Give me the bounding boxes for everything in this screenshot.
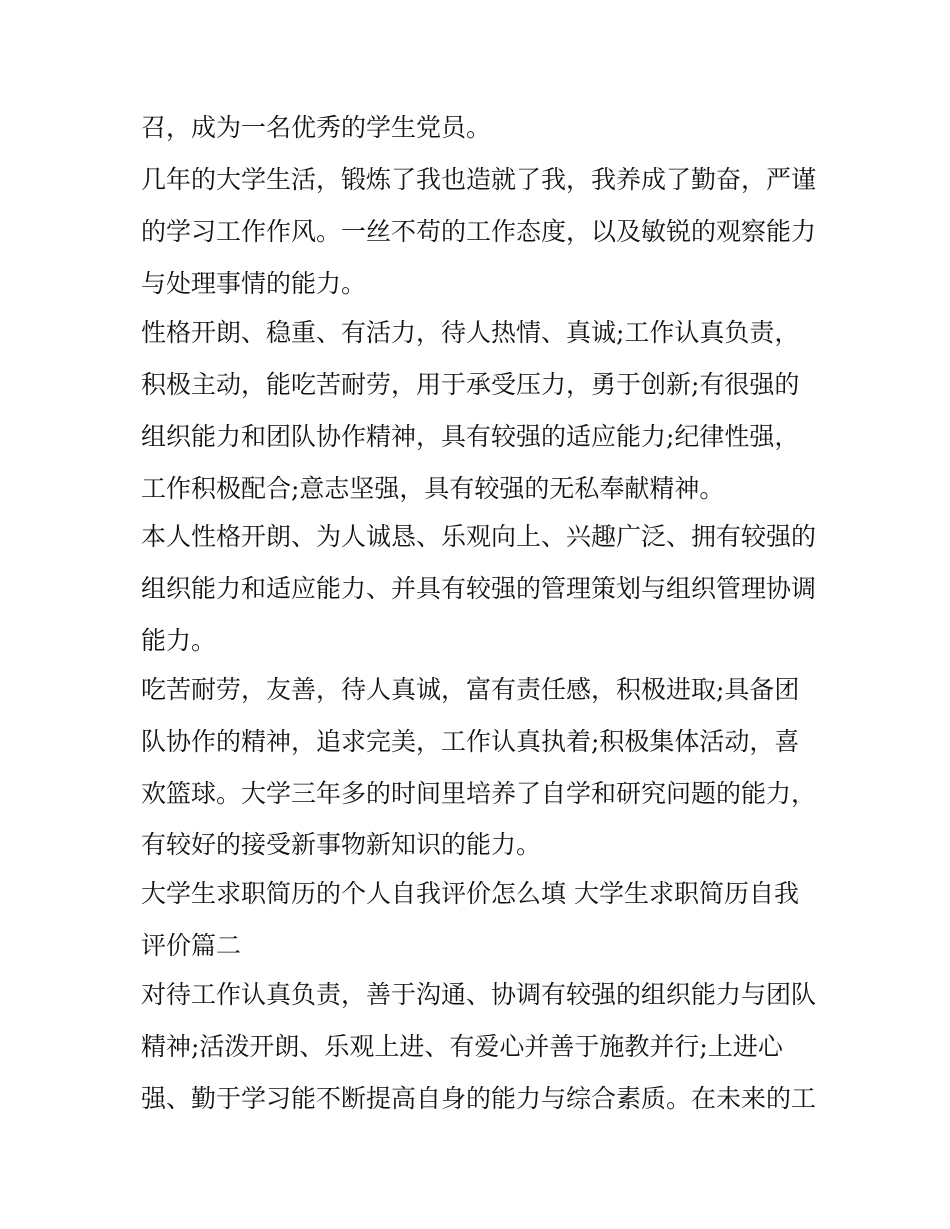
text-line: 积极主动，能吃苦耐劳，用于承受压力，勇于创新;有很强的 (141, 370, 800, 399)
text-line: 组织能力和适应能力、并具有较强的管理策划与组织管理协调 (141, 574, 817, 603)
text-line: 吃苦耐劳，友善，待人真诚，富有责任感，积极进取;具备团 (141, 675, 800, 704)
text-line: 队协作的精神，追求完美，工作认真执着;积极集体活动，喜 (141, 727, 800, 756)
text-line: 本人性格开朗、为人诚恳、乐观向上、兴趣广泛、拥有较强的 (141, 522, 817, 551)
text-line: 对待工作认真负责，善于沟通、协调有较强的组织能力与团队 (141, 980, 817, 1009)
text-line: 性格开朗、稳重、有活力，待人热情、真诚;工作认真负责， (141, 318, 800, 347)
text-line: 组织能力和团队协作精神，具有较强的适应能力;纪律性强， (141, 422, 800, 451)
text-line: 欢篮球。大学三年多的时间里培养了自学和研究问题的能力， (141, 779, 817, 808)
text-line: 能力。 (141, 626, 217, 655)
text-line: 的学习工作作风。一丝不苟的工作态度，以及敏锐的观察能力 (141, 217, 817, 246)
text-line: 几年的大学生活，锻炼了我也造就了我，我养成了勤奋，严谨 (141, 165, 817, 194)
text-line: 强、勤于学习能不断提高自身的能力与综合素质。在未来的工 (141, 1084, 817, 1113)
section-heading-line: 评价篇二 (141, 931, 242, 960)
text-line: 与处理事情的能力。 (141, 269, 367, 298)
text-line: 精神;活泼开朗、乐观上进、有爱心并善于施教并行;上进心 (141, 1032, 783, 1061)
text-line: 工作积极配合;意志坚强，具有较强的无私奉献精神。 (141, 474, 725, 503)
text-line: 有较好的接受新事物新知识的能力。 (141, 830, 542, 859)
text-line: 召，成为一名优秀的学生党员。 (141, 113, 492, 142)
section-heading-line: 大学生求职简历的个人自我评价怎么填 大学生求职简历自我 (141, 879, 799, 908)
